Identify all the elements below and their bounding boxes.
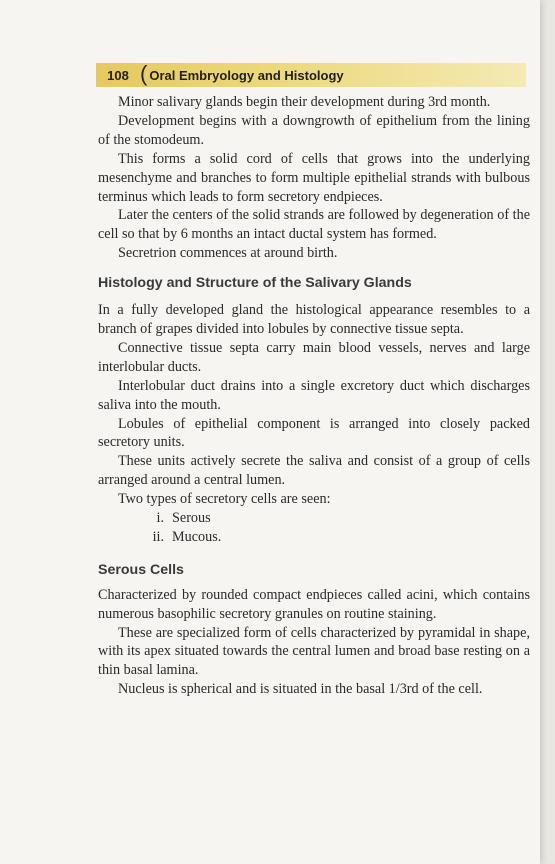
- running-header: [96, 60, 526, 87]
- paragraph: Interlobular duct drains into a single excretory duct which discharges saliva into the mouth.: [98, 377, 530, 413]
- paragraph: Later the centers of the solid strands are followed by degeneration of the cell so that by 6 months an intact ductal system has formed.: [98, 207, 530, 243]
- list-item: [140, 509, 530, 528]
- chapter-title: Oral Embryology and Histology: [149, 67, 344, 83]
- paragraph: Two types of secretory cells are seen:: [118, 491, 331, 508]
- paragraph: Connective tissue septa carry main blood vessels, nerves and large interlobular ducts.: [98, 339, 530, 375]
- paragraph: This forms a solid cord of cells that grows into the underlying mesenchyme and branches to form multiple epithelial strands with bulbous terminus which leads to form secretory endpieces.: [98, 150, 530, 205]
- list-marker: ii.: [152, 528, 164, 545]
- header-bracket-decoration: (: [140, 60, 148, 86]
- paragraph: Development begins with a downgrowth of epithelium from the lining of the stomodeum.: [98, 112, 530, 148]
- section-heading-histology: Histology and Structure of the Salivary Glands: [98, 275, 412, 292]
- list-item-text: Mucous.: [172, 528, 222, 545]
- page-number: 108: [107, 67, 129, 83]
- paragraph: Lobules of epithelial component is arranged into closely packed secretory units.: [98, 415, 530, 451]
- list-item-text: Serous: [172, 510, 211, 527]
- paragraph: These units actively secrete the saliva and consist of a group of cells arranged around a central lumen.: [98, 453, 530, 489]
- paragraph: Nucleus is spherical and is situated in the basal 1/3rd of the cell.: [118, 681, 483, 698]
- paragraph: In a fully developed gland the histological appearance resembles to a branch of grapes divided into lobules by connective tissue septa.: [98, 302, 530, 337]
- paragraph: Secretrion commences at around birth.: [118, 245, 338, 262]
- paragraph: Characterized by rounded compact endpieces called acini, which contains numerous basophilic secretory granules on routine staining.: [98, 586, 530, 622]
- page-body: [98, 93, 530, 699]
- paragraph: Minor salivary glands begin their development during 3rd month.: [118, 94, 491, 110]
- section-heading-serous-cells: Serous Cells: [98, 561, 184, 578]
- secretory-cell-types-list: [98, 509, 530, 547]
- list-marker: i.: [156, 510, 164, 527]
- paragraph: These are specialized form of cells characterized by pyramidal in shape, with its apex situated towards the central lumen and broad base resting on a thin basal lamina.: [98, 624, 530, 679]
- list-item: [140, 528, 530, 547]
